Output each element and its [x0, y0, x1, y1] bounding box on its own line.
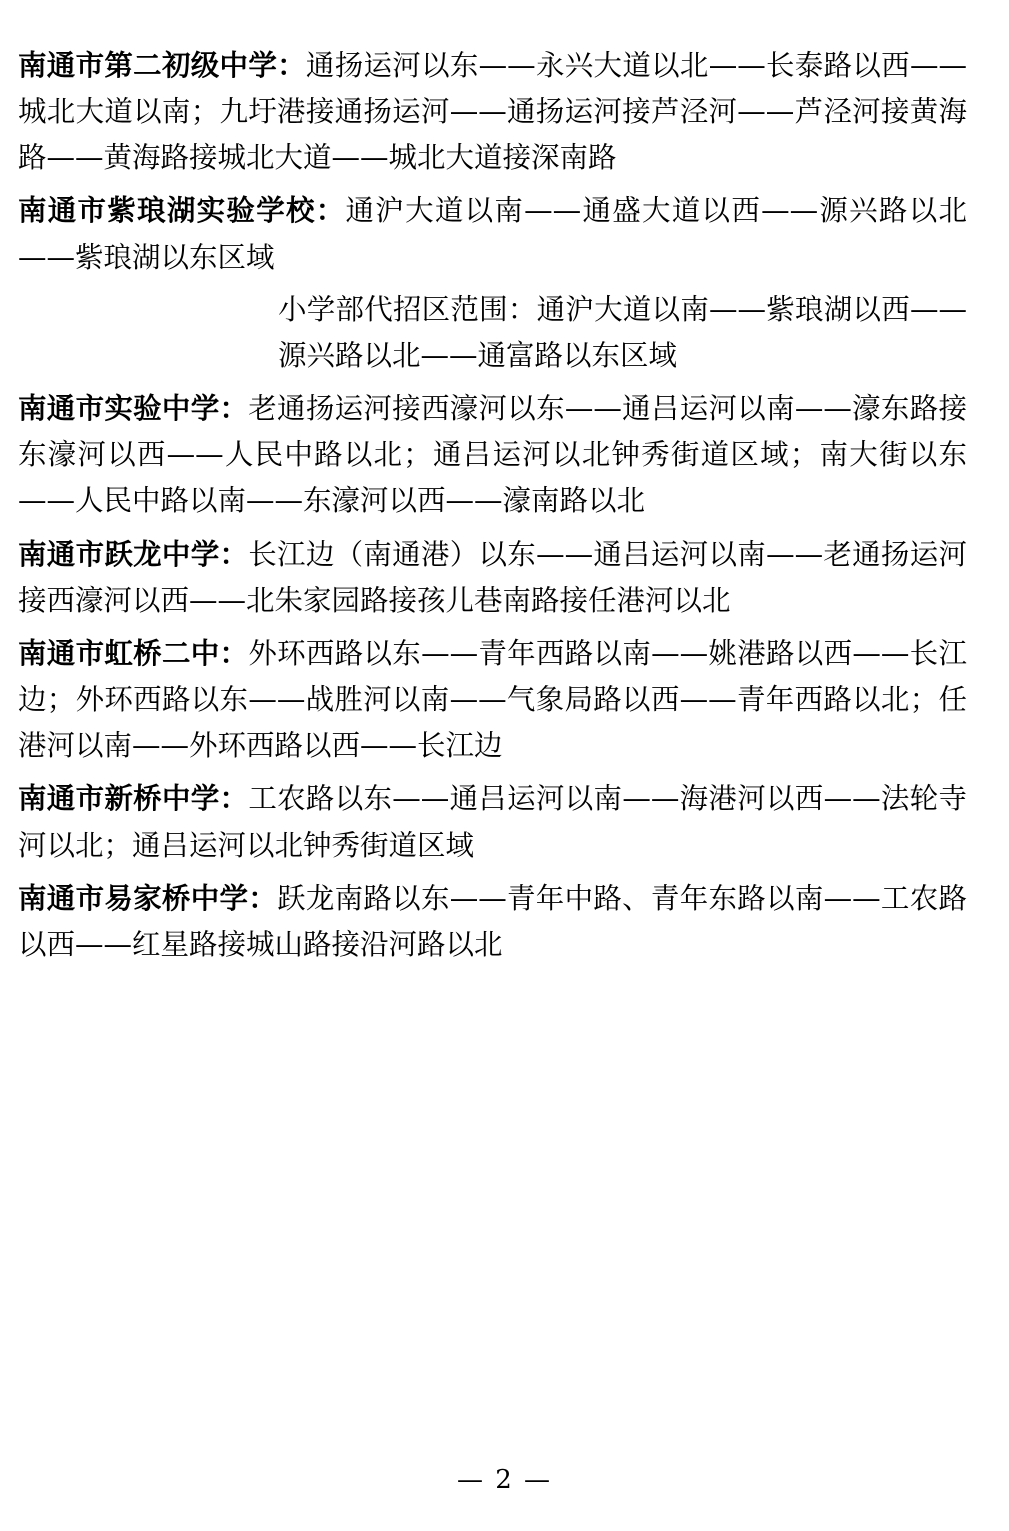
school-zone-text: 外环西路以东——青年西路以南——姚港路以西——长江边；外环西路以东——战胜河以南——气象局路以西——青年西路以北；任港河以南——外环西路以西——长江边: [18, 636, 967, 763]
school-zone-text: 跃龙南路以东——青年中路、青年东路以南——工农路以西——红星路接城山路接沿河路以北: [18, 881, 967, 961]
school-zone-text: 通沪大道以南——通盛大道以西——源兴路以北——紫琅湖以东区域: [18, 194, 967, 274]
school-entry: [18, 385, 967, 524]
school-entry: [18, 531, 967, 624]
school-entry: [18, 630, 967, 769]
school-sub-zone-text: 小学部代招区范围：通沪大道以南——紫琅湖以西——源兴路以北——通富路以东区域: [278, 292, 967, 372]
page-number: — 2 —: [456, 1465, 553, 1495]
school-name: 南通市实验中学：: [18, 391, 249, 426]
school-entry: [18, 875, 967, 968]
school-zone-text: 工农路以东——通吕运河以南——海港河以西——法轮寺河以北；通吕运河以北钟秀街道区域: [18, 782, 967, 862]
school-name: 南通市第二初级中学：: [18, 48, 306, 82]
school-entry: [18, 775, 967, 868]
school-name: 南通市新桥中学：: [18, 781, 249, 816]
school-entry: [18, 42, 967, 181]
school-name: 南通市跃龙中学：: [18, 536, 249, 571]
school-name: 南通市虹桥二中：: [18, 635, 249, 670]
school-zone-text: 老通扬运河接西濠河以东——通吕运河以南——濠东路接东濠河以西——人民中路以北；通吕运河以北钟秀街道区域；南大街以东——人民中路以南——东濠河以西——濠南路以北: [18, 392, 967, 518]
school-zone-text: 长江边（南通港）以东——通吕运河以南——老通扬运河接西濠河以西——北朱家园路接孩儿巷南路接任港河以北: [18, 537, 967, 617]
school-entry: [18, 187, 967, 280]
school-name: 南通市紫琅湖实验学校：: [18, 193, 346, 228]
school-zone-text: 通扬运河以东——永兴大道以北——长泰路以西——城北大道以南；九圩港接通扬运河——通扬运河接芦泾河——芦泾河接黄海路——黄海路接城北大道——城北大道接深南路: [18, 49, 967, 175]
school-name: 南通市易家桥中学：: [18, 880, 278, 915]
